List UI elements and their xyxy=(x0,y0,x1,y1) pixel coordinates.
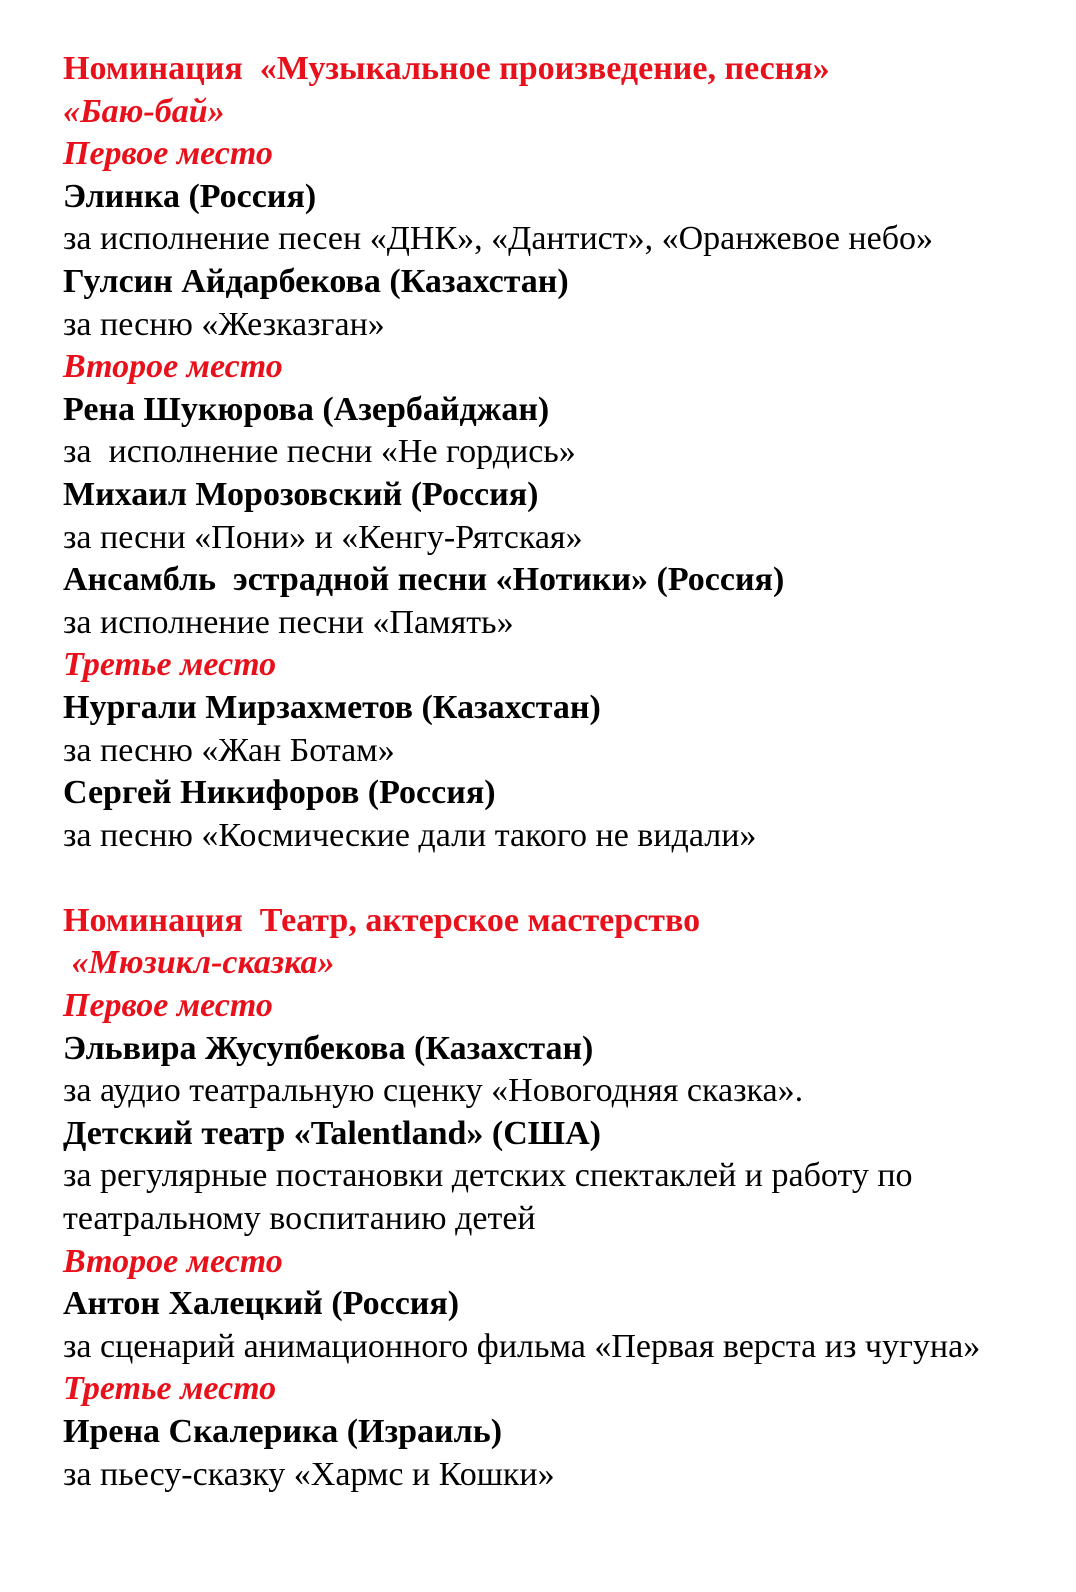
nomination-title: Номинация Театр, актерское мастерство xyxy=(63,901,701,939)
place-heading-third: Третье место xyxy=(63,1370,277,1408)
winner-description: за песню «Космические дали такого не видали» xyxy=(63,816,757,854)
document-page xyxy=(63,48,1053,1496)
winner-description: за пьесу-сказку «Хармс и Кошки» xyxy=(63,1455,555,1493)
winner-name: Рена Шукюрова (Азербайджан) xyxy=(63,390,550,428)
winner-name: Антон Халецкий (Россия) xyxy=(63,1285,460,1323)
winner-description: за песню «Жезказган» xyxy=(63,305,385,343)
place-heading-first: Первое место xyxy=(63,135,273,173)
place-heading-second: Второе место xyxy=(63,348,283,386)
place-heading-third: Третье место xyxy=(63,646,277,684)
winner-name: Гулсин Айдарбекова (Казахстан) xyxy=(63,262,569,300)
nomination-section-theatre xyxy=(63,900,1053,1496)
winner-name: Элинка (Россия) xyxy=(63,177,317,215)
winner-name: Сергей Никифоров (Россия) xyxy=(63,774,496,812)
nomination-section-music xyxy=(63,48,1053,857)
winner-name: Ирена Скалерика (Израиль) xyxy=(63,1413,503,1450)
winner-description: за песни «Пони» и «Кенгу-Рятская» xyxy=(63,518,583,556)
place-heading-first: Первое место xyxy=(63,987,273,1025)
winner-name: Эльвира Жусупбекова (Казахстан) xyxy=(63,1029,594,1067)
winner-name: Детский театр «Talentland» (США) xyxy=(63,1114,601,1152)
winner-description: за сценарий анимационного фильма «Первая верста из чугуна» xyxy=(63,1327,981,1365)
section-spacer xyxy=(63,857,1053,900)
winner-description: за регулярные постановки детских спектаклей и работу по театральному воспитанию детей xyxy=(63,1157,922,1238)
nomination-subtitle: «Баю-бай» xyxy=(63,92,225,130)
winner-name: Ансамбль эстрадной песни «Нотики» (Россия) xyxy=(63,561,785,599)
winner-description: за исполнение песни «Память» xyxy=(63,603,514,641)
winner-description: за песню «Жан Ботам» xyxy=(63,731,395,769)
place-heading-second: Второе место xyxy=(63,1242,283,1280)
winner-description: за исполнение песен «ДНК», «Дантист», «Оранжевое небо» xyxy=(63,220,934,258)
nomination-subtitle: «Мюзикл-сказка» xyxy=(63,944,335,982)
winner-name: Михаил Морозовский (Россия) xyxy=(63,475,539,513)
winner-description: за исполнение песни «Не гордись» xyxy=(63,433,576,471)
winner-description: за аудио театральную сценку «Новогодняя сказка». xyxy=(63,1072,804,1110)
nomination-title: Номинация «Музыкальное произведение, песня» xyxy=(63,50,830,87)
winner-name: Нургали Мирзахметов (Казахстан) xyxy=(63,688,601,726)
